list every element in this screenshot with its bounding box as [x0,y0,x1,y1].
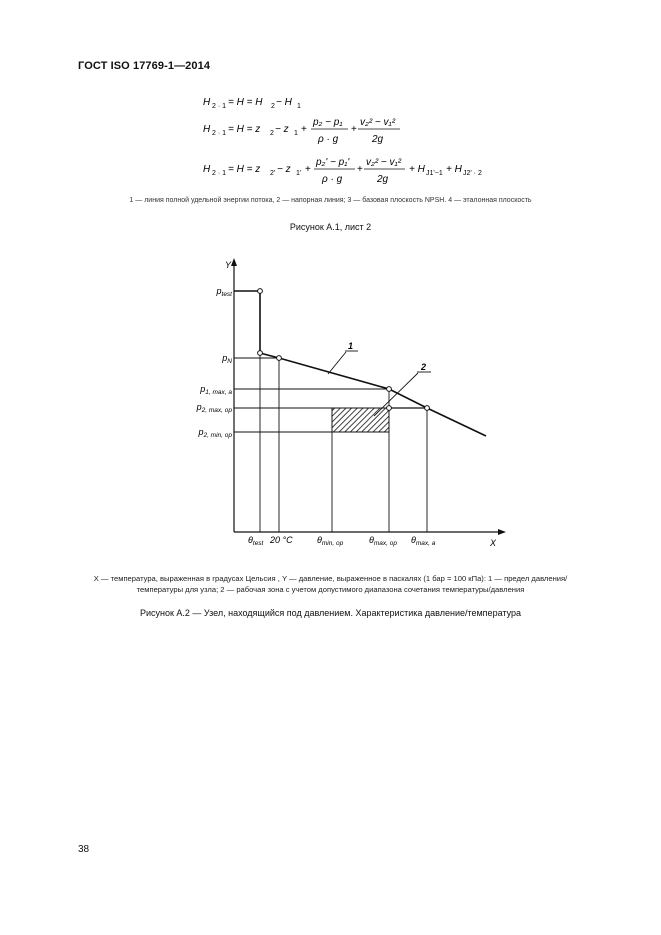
point-marker-4 [387,406,392,411]
formula-2 [203,117,400,145]
x-tick-label-0: $\theta_{test}$ [248,535,264,547]
page-number: 38 [78,844,90,855]
x-tick-label-2: $\theta_{min, op}$ [317,535,344,547]
x-tick-labels [248,535,436,547]
f3-tail2-sub: J2' · 2 [463,170,482,177]
document-header: ГОСТ ISO 17769-1—2014 [78,60,211,72]
f1-lhs: H [203,97,211,108]
y-tick-label-3: $p_{2, max, op}$ [196,402,232,414]
f3-z1: 1' [296,170,302,177]
figure-a1-legend: 1 — линия полной удельной энергии потока, 2 — напорная линия; 3 — базовая плоскость NPSH. 4 — эталонная плоскость [129,197,532,204]
f3-den2: 2g [377,174,389,185]
f2-minus: − z [275,124,289,135]
figure-a1-caption: Рисунок А.1, лист 2 [289,222,372,232]
f2-den2: 2g [372,134,384,145]
f2-plus: + [301,124,307,135]
callout-leader-1 [328,352,346,374]
y-tick-label-0: $p_{test}$ [216,286,232,298]
f2-z1: 1 [294,130,298,137]
f1-tail-sub: 1 [297,103,301,110]
y-axis-label: Y [225,260,232,270]
f1-tail: − H [276,97,292,108]
f2-plus2: + [351,124,357,135]
f1-mid: = H = H [228,97,263,108]
series-markers [258,289,430,411]
f3-plus2: + [357,164,363,175]
f3-num2: v₂² − v₁² [366,157,402,168]
point-marker-3 [387,387,392,392]
x-tick-label-1: 20 °C [270,535,293,545]
f3-tail1-sub: J1'−1 [426,170,443,177]
figure-a2-caption: Рисунок А.2 — Узел, находящийся под давлением. Характеристика давление/температура [139,608,522,618]
point-marker-2 [277,356,282,361]
f2-den1: ρ · g [318,134,339,145]
f3-lhs-sub: 2 · 1 [212,170,227,177]
f3-eq: = H = z [228,164,261,175]
f3-num1: p₂' − p₁' [316,157,350,168]
f3-z2: 2' [270,170,276,177]
f1-mid-sub: 2 [271,103,275,110]
f3-den1: ρ · g [322,174,343,185]
f2-num2: v₂² − v₁² [360,117,396,128]
chart-axes [225,258,506,548]
guide-lines [234,291,427,532]
y-tick-label-4: $p_{2, min, op}$ [198,427,232,439]
f2-lhs: H [203,124,211,135]
f2-eq: = H = z [228,124,261,135]
f1-lhs-sub: 2 · 1 [212,103,227,110]
point-marker-0 [258,289,263,294]
y-tick-label-2: $p_{1, max, a}$ [200,384,232,396]
figure-a2-notes: X — температура, выраженная в градусах Цельсия , Y — давление, выраженное в паскалях (1 бар = 100 кПа): 1 — предел давления/температуры для узла; 2 — рабочая зона с учетом допустимого диапазона сочетания температуры/давления [93,574,568,594]
f3-tail1: + H [409,164,425,175]
operating-zone-hatch [332,408,389,432]
point-marker-1 [258,351,263,356]
y-tick-label-1: $p_N$ [222,353,232,365]
callout-label-1: 1 [348,341,354,351]
f2-z2: 2 [270,130,274,137]
y-tick-labels [196,286,234,439]
y-axis-arrow [231,258,237,266]
x-tick-label-3: $\theta_{max, op}$ [369,535,398,547]
point-marker-5 [425,406,430,411]
pressure-temperature-chart [0,250,661,560]
series-callouts [328,341,431,416]
f3-plus: + [305,164,311,175]
formula-block [0,88,661,198]
f3-minus: − z [277,164,291,175]
x-axis-label: X [490,538,497,548]
x-tick-label-4: $\theta_{max, a}$ [411,535,436,547]
formula-3 [203,157,482,185]
callout-label-2: 2 [421,362,427,372]
callout-leader-2 [374,373,418,416]
formula-1 [203,97,301,110]
f3-lhs: H [203,164,211,175]
x-axis-arrow [498,529,506,535]
f2-lhs-sub: 2 · 1 [212,130,227,137]
f2-num1: p₂ − p₁ [313,117,343,128]
f3-tail2: + H [446,164,462,175]
